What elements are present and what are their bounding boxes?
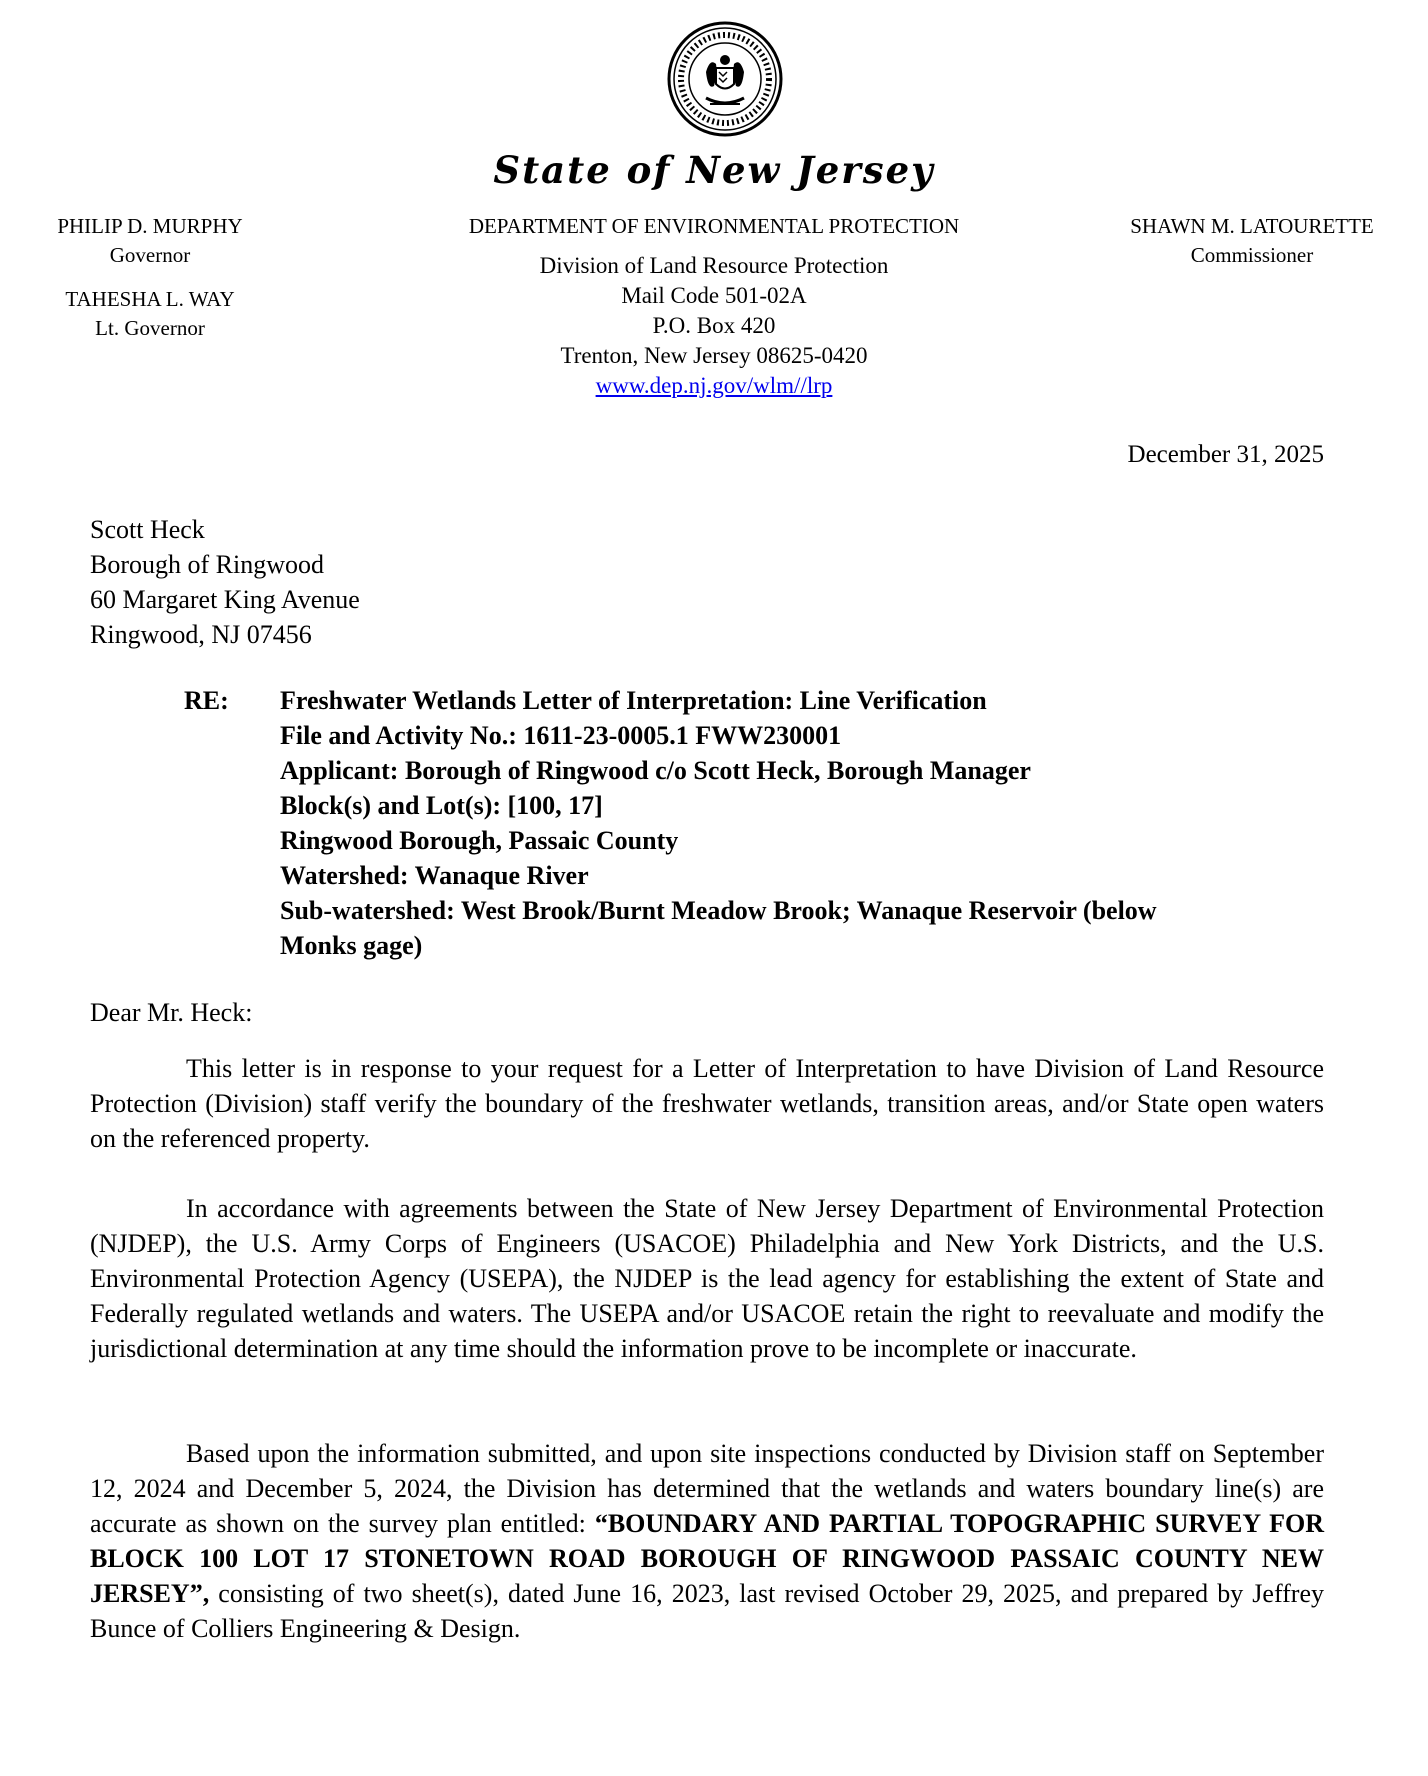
re-line: Watershed: Wanaque River xyxy=(280,861,589,890)
survey-plan-title: “BOUNDARY AND PARTIAL TOPOGRAPHIC SURVEY FOR BLOCK 100 LOT 17 STONETOWN ROAD BOROUGH OF RINGWOOD PASSAIC COUNTY NEW JERSEY”, xyxy=(90,1509,1324,1608)
recipient-street: 60 Margaret King Avenue xyxy=(90,585,360,614)
recipient-address xyxy=(90,512,360,652)
re-line: Freshwater Wetlands Letter of Interpretation: Line Verification xyxy=(280,686,987,715)
recipient-name: Scott Heck xyxy=(90,515,205,544)
lt-governor-name: TAHESHA L. WAY xyxy=(65,287,235,311)
paragraph-3-text-end: consisting of two sheet(s), dated June 16, 2023, last revised October 29, 2025, and prepared by Jeffrey Bunce of Colliers Engineering & Design. xyxy=(90,1579,1324,1643)
re-line: Block(s) and Lot(s): [100, 17] xyxy=(280,791,603,820)
letter-date: December 31, 2025 xyxy=(1127,441,1324,468)
paragraph-3 xyxy=(90,1436,1324,1646)
re-label: RE: xyxy=(184,686,229,715)
re-line: Sub-watershed: West Brook/Burnt Meadow Brook; Wanaque Reservoir (below xyxy=(280,896,1157,925)
commissioner-title: Commissioner xyxy=(1190,243,1314,267)
department-name: DEPARTMENT OF ENVIRONMENTAL PROTECTION xyxy=(468,214,960,238)
recipient-organization: Borough of Ringwood xyxy=(90,550,324,579)
re-line: Applicant: Borough of Ringwood c/o Scott Heck, Borough Manager xyxy=(280,756,1031,785)
governor-title: Governor xyxy=(109,243,191,267)
paragraph-1: This letter is in response to your request for a Letter of Interpretation to have Division of Land Resource Protection (Division) staff verify the boundary of the freshwater wetlands, transition areas, and/or State open waters on the referenced property. xyxy=(90,1054,1324,1153)
recipient-city: Ringwood, NJ 07456 xyxy=(90,620,312,649)
re-line: Monks gage) xyxy=(280,931,423,960)
salutation: Dear Mr. Heck: xyxy=(90,998,253,1027)
division-name: Division of Land Resource Protection xyxy=(539,253,889,278)
lt-governor-title: Lt. Governor xyxy=(95,316,205,340)
city-state-zip: Trenton, New Jersey 08625-0420 xyxy=(560,343,868,368)
state-seal xyxy=(666,20,784,138)
paragraph-2: In accordance with agreements between the State of New Jersey Department of Environmental Protection (NJDEP), the U.S. Army Corps of Engineers (USACOE) Philadelphia and New York Districts, and the U.S. Environmental Protection Agency (USEPA), the NJDEP is the lead agency for establishing the extent of State and Federally regulated wetlands and waters. The USEPA and/or USACOE retain the right to reevaluate and modify the jurisdictional determination at any time should the information prove to be incomplete or inaccurate. xyxy=(90,1194,1324,1363)
paragraph-3-text: Based upon the information submitted, and upon site inspections conducted by Division staff on September 12, 2024 and December 5, 2024, the Division has determined that the wetlands and waters boundary line(s) are accurate as shown on the survey plan entitled: xyxy=(90,1439,1324,1538)
mail-code: Mail Code 501-02A xyxy=(621,283,807,308)
commissioner-name: SHAWN M. LATOURETTE xyxy=(1130,214,1374,238)
website-link[interactable]: www.dep.nj.gov/wlm//lrp xyxy=(595,373,833,398)
po-box: P.O. Box 420 xyxy=(652,313,776,338)
re-line: Ringwood Borough, Passaic County xyxy=(280,826,679,855)
commissioner-block xyxy=(1082,212,1422,270)
governor-name: PHILIP D. MURPHY xyxy=(57,214,243,238)
state-title: State of New Jersey xyxy=(493,148,935,192)
re-line: File and Activity No.: 1611-23-0005.1 FWW230001 xyxy=(280,721,842,750)
